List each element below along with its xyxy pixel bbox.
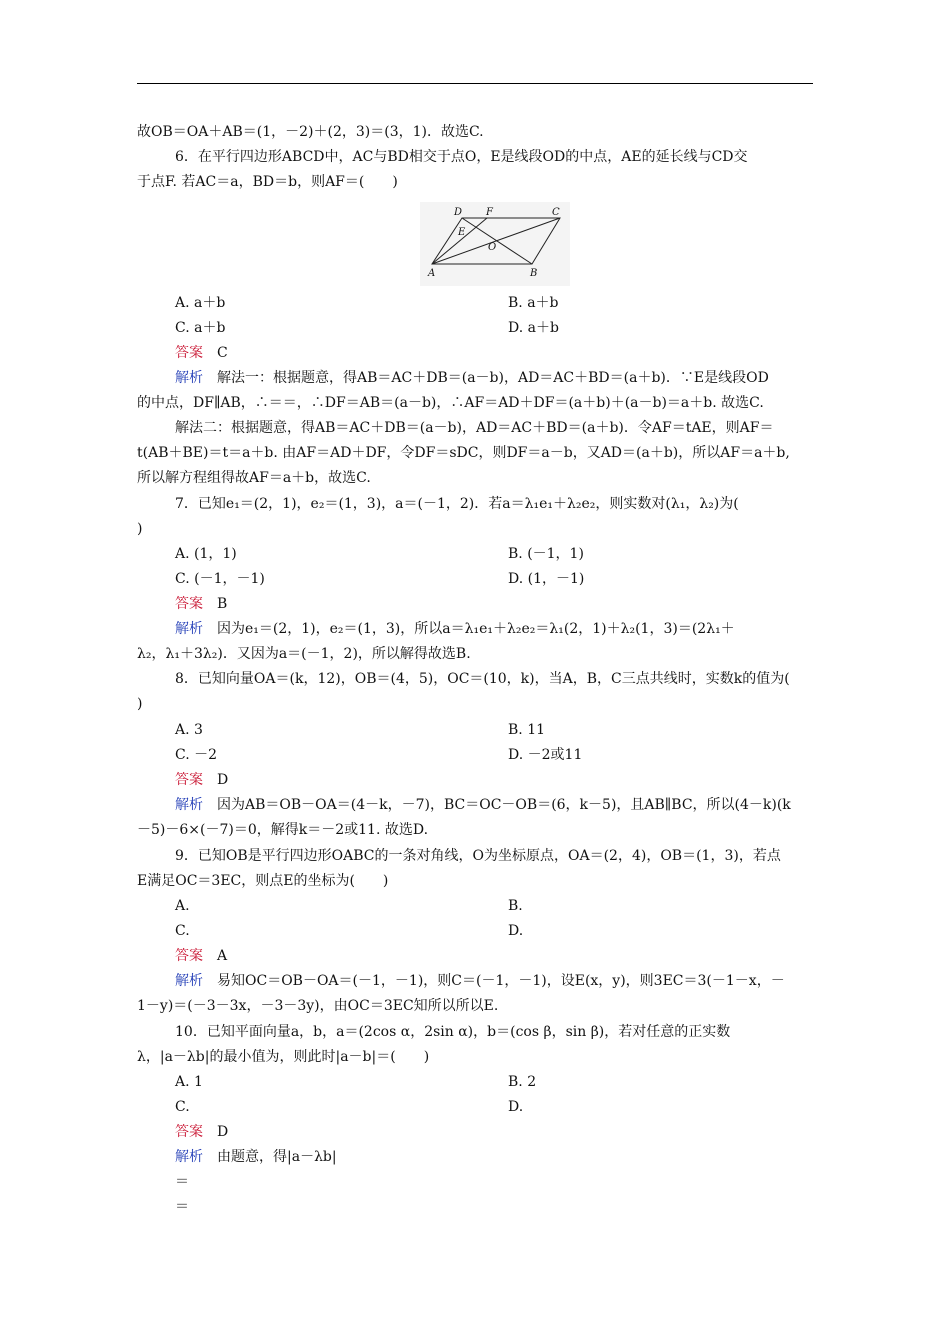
answer-line [175,595,813,613]
analysis-line [175,796,813,814]
analysis-label: 解析 [175,1149,203,1165]
option-d: D. [508,923,524,939]
text-line: 解法二：根据题意，得AB＝AC＋DB＝(a－b)，AD＝AC＋BD＝(a＋b)．令AF＝tAE，则AF＝ [175,420,774,436]
option-d: D. a＋b [508,320,559,336]
analysis-text: 由题意，得|a－λb| [217,1149,337,1165]
analysis-text: 因为AB＝OB－OA＝(4－k，－7)，BC＝OC－OB＝(6，k－5)，且AB∥BC，所以(4－k)(k [217,797,791,813]
option-a: A. 3 [175,722,203,738]
option-a: A. 1 [175,1074,203,1090]
analysis-line [175,369,813,387]
analysis-label: 解析 [175,973,203,989]
question-9-stem-cont: E满足OC＝3EC，则点E的坐标为( ) [137,873,389,889]
answer-line [175,344,813,362]
option-a: A. a＋b [175,295,226,311]
figure-label-e: E [458,227,466,238]
option-c: C. [175,1099,190,1115]
question-6-stem: 6．在平行四边形ABCD中，AC与BD相交于点O，E是线段OD的中点，AE的延长线与CD交 [175,149,748,165]
option-c: C. －2 [175,747,218,763]
analysis-line [175,620,813,638]
text-line: 的中点，DF∥AB，∴＝＝，∴DF＝AB＝(a－b)，∴AF＝AD＋DF＝(a＋b)＋(a－b)＝a＋b. 故选C. [137,395,764,411]
question-8-stem: 8．已知向量OA＝(k，12)，OB＝(4，5)，OC＝(10，k)，当A，B，C三点共线时，实数k的值为( [175,671,790,687]
question-6-stem-cont: 于点F. 若AC＝a，BD＝b，则AF＝( ) [137,174,398,190]
answer-label: 答案 [175,345,203,361]
answer-label: 答案 [175,1124,203,1140]
option-b: B. a＋b [508,295,559,311]
answer-line [175,1123,813,1141]
question-10-stem-cont: λ，|a－λb|的最小值为，则此时|a－b|＝( ) [137,1049,430,1065]
equation-line: ＝ [175,1199,189,1215]
answer-label: 答案 [175,596,203,612]
analysis-label: 解析 [175,797,203,813]
question-7-stem: 7．已知e₁＝(2，1)，e₂＝(1，3)，a＝(－1，2)．若a＝λ₁e₁＋λ₂e₂，则实数对(λ₁，λ₂)为( [175,496,739,512]
option-b: B. 11 [508,722,546,738]
figure-label-d: D [454,207,463,218]
answer-line [175,947,813,965]
text-line: －5)－6×(－7)＝0，解得k＝－2或11. 故选D. [137,822,429,838]
figure-label-o: O [488,242,497,253]
option-b: B. [508,898,523,914]
answer-value: C [217,345,228,361]
figure-label-a: A [428,268,436,279]
header-rule [137,83,813,84]
question-10-stem: 10．已知平面向量a，b，a＝(2cos α，2sin α)，b＝(cos β，sin β)，若对任意的正实数 [175,1024,731,1040]
answer-value: D [217,1124,229,1140]
analysis-label: 解析 [175,370,203,386]
analysis-line [175,972,813,990]
option-d: D. [508,1099,524,1115]
option-a: A. (1，1) [175,546,237,562]
option-d: D. (1，－1) [508,571,585,587]
text-line: 所以解方程组得故AF＝a＋b，故选C. [137,470,371,486]
option-c: C. a＋b [175,320,226,336]
answer-label: 答案 [175,948,203,964]
answer-line [175,771,813,789]
analysis-label: 解析 [175,621,203,637]
answer-value: B [217,596,228,612]
text-line: λ₂，λ₁＋3λ₂)．又因为a＝(－1，2)，所以解得故选B. [137,646,471,662]
option-c: C. (－1，－1) [175,571,265,587]
question-9-stem: 9．已知OB是平行四边形OABC的一条对角线，O为坐标原点，OA＝(2，4)，OB＝(1，3)，若点 [175,848,781,864]
option-a: A. [175,898,190,914]
answer-value: D [217,772,229,788]
option-b: B. (－1，1) [508,546,584,562]
analysis-text: 因为e₁＝(2，1)，e₂＝(1，3)，所以a＝λ₁e₁＋λ₂e₂＝λ₁(2，1)＋λ₂(1，3)＝(2λ₁＋ [217,621,735,637]
analysis-text: 易知OC＝OB－OA＝(－1，－1)，则C＝(－1，－1)，设E(x，y)，则3EC＝3(－1－x，－ [217,973,785,989]
answer-label: 答案 [175,772,203,788]
option-b: B. 2 [508,1074,537,1090]
answer-value: A [217,948,228,964]
question-8-stem-cont: ) [137,696,143,712]
parallelogram-figure [420,202,570,286]
question-7-stem-cont: ) [137,521,143,537]
figure-label-b: B [530,268,538,279]
text-line: t(AB＋BE)＝t＝a＋b. 由AF＝AD＋DF，令DF＝sDC，则DF＝a－b，又AD＝(a＋b)，所以AF＝a＋b, [137,445,790,461]
option-c: C. [175,923,190,939]
figure-label-c: C [552,207,560,218]
text-line: 故OB＝OA＋AB＝(1，－2)＋(2，3)＝(3，1)．故选C. [137,124,484,140]
analysis-text: 解法一：根据题意，得AB＝AC＋DB＝(a－b)，AD＝AC＋BD＝(a＋b)．∵E是线段OD [217,370,769,386]
figure-label-f: F [486,207,493,218]
text-line: 1－y)＝(－3－3x，－3－3y)，由OC＝3EC知所以所以E. [137,998,499,1014]
equation-line: ＝ [175,1174,189,1190]
option-d: D. －2或11 [508,747,583,763]
analysis-line [175,1148,813,1166]
